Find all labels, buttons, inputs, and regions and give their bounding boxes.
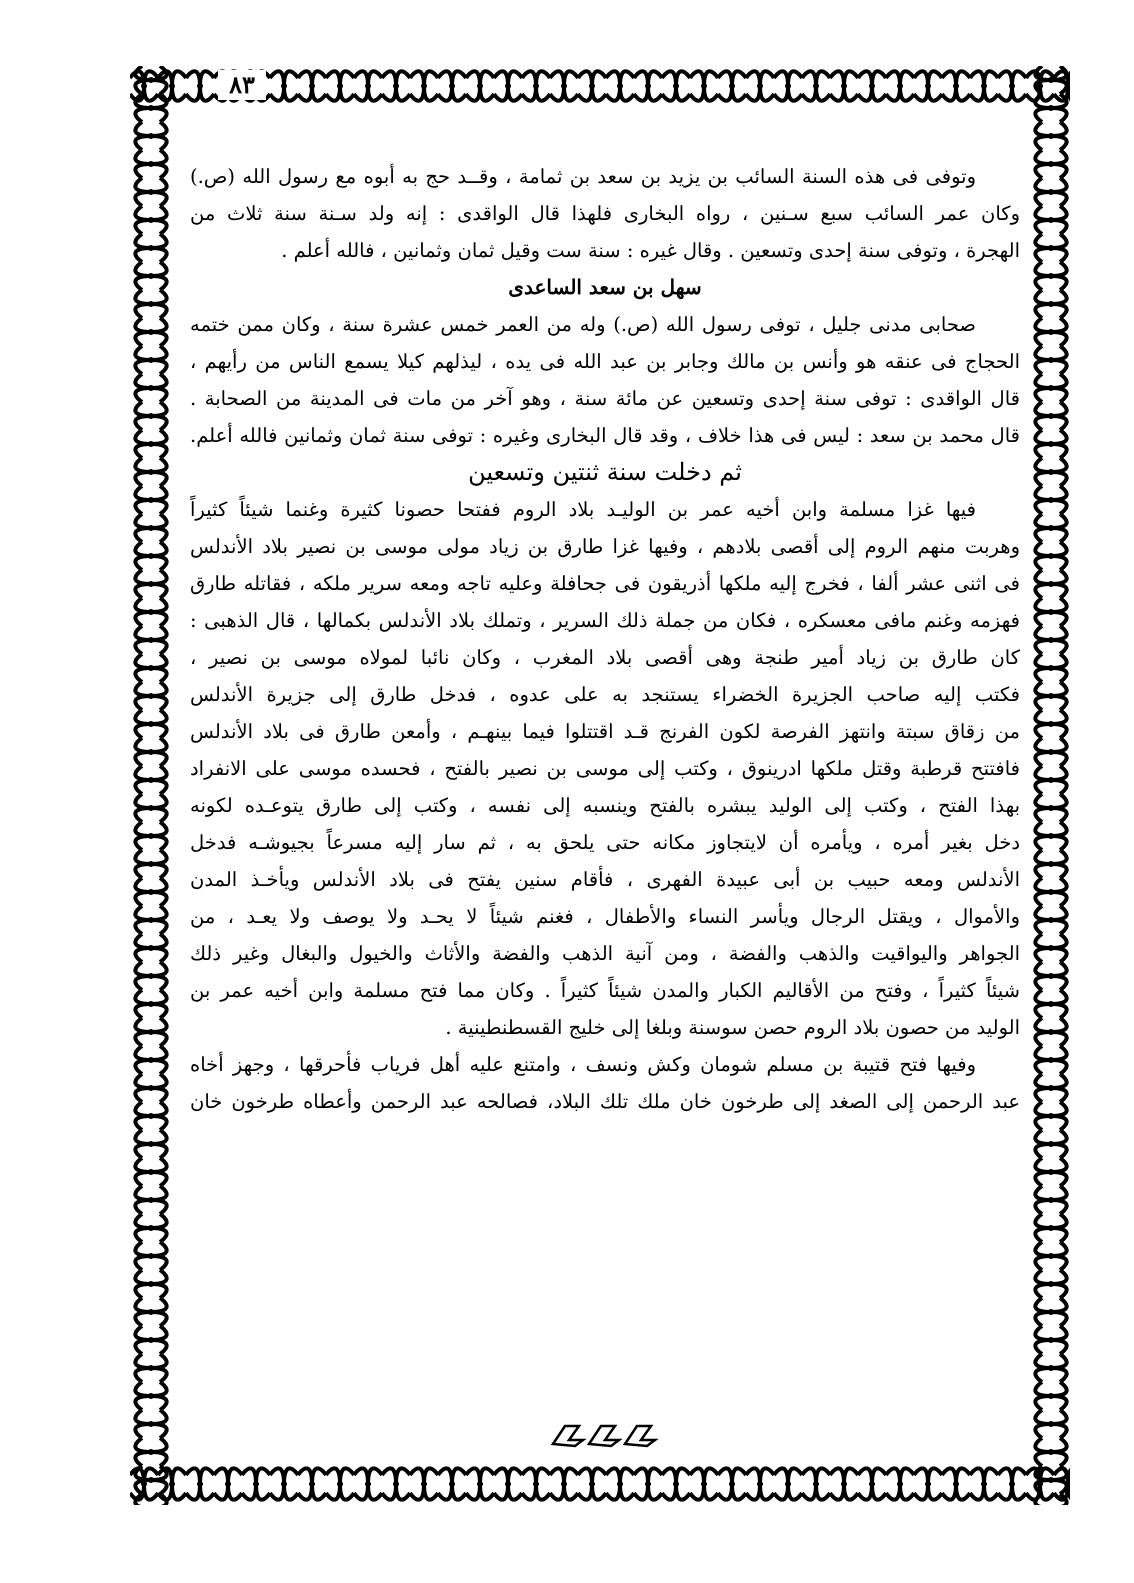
paragraph-3-line: من زقاق سبتة وانتهز الفرصة لكون الفرنج قـد اقتتلوا فيما بينهـم ، وأمعن طارق فى بلاد الأندلس bbox=[190, 720, 1020, 743]
paragraph-2-line: الحجاج فى عنقه هو وأنس بن مالك وجابر بن عبد الله فى يده ، ليذلهم كيلا يسمع الناس من رأيهم ، bbox=[190, 350, 1020, 373]
paragraph-3-line: كان طارق بن زياد أمير طنجة وهى أقصى بلاد المغرب ، وكان نائبا لمولاه موسى بن نصير ، bbox=[190, 646, 1020, 669]
paragraph-3-line: فيها غزا مسلمة وابن أخيه عمر بن الوليـد بلاد الروم ففتحا حصونا كثيرة وغنما شيئاً كثيراً bbox=[190, 498, 976, 521]
paragraph-1-line: الهجرة ، وتوفى سنة إحدى وتسعين . وقال غيره : سنة ست وقيل ثمان وثمانين ، فالله أعلم . bbox=[281, 239, 1020, 262]
paragraph-3-line: شيئاً كثيراً ، وفتح من الأقاليم الكبار والمدن شيئاً كثيراً . وكان مما فتح مسلمة وابن أخيه عمر بن bbox=[190, 979, 1020, 1002]
paragraph-3-line: فى اثنى عشر ألفا ، فخرج إليه ملكها أذريقون فى جحافلة وعليه تاجه ومعه سرير ملكه ، فقاتله طارق bbox=[190, 572, 1020, 595]
section-heading-year-92: ثم دخلت سنة ثنتين وتسعين bbox=[468, 458, 742, 486]
paragraph-2-line: قال محمد بن سعد : ليس فى هذا خلاف ، وقد قال البخارى وغيره : توفى سنة ثمان وثمانين فالله أعلم. bbox=[190, 424, 1020, 447]
paragraph-2-line: قال الواقدى : توفى سنة إحدى وتسعين عن مائة سنة ، وهو آخر من مات فى المدينة من الصحابة . bbox=[190, 387, 1020, 410]
top-ornamental-border bbox=[130, 66, 1070, 106]
paragraph-2-line: صحابى مدنى جليل ، توفى رسول الله (ص.) وله من العمر خمس عشرة سنة ، وكان ممن ختمه bbox=[190, 313, 976, 336]
paragraph-3-line: وهربت منهم الروم إلى أقصى بلادهم ، وفيها غزا طارق بن زياد مولى موسى بن نصير بلاد الأندلس bbox=[190, 535, 1020, 558]
paragraph-3-line: فهزمه وغنم مافى معسكره ، فكان من جملة ذلك السرير ، وتملك بلاد الأندلس بكمالها ، قال الذهبى : bbox=[190, 609, 1020, 632]
paragraph-1-line: وكان عمر السائب سبع سـنين ، رواه البخارى فلهذا قال الواقدى : إنه ولد سـنة سنة ثلاث من bbox=[190, 202, 1020, 225]
paragraph-3-line: الوليد من حصون بلاد الروم حصن سوسنة وبلغا إلى خليج القسطنطينية . bbox=[445, 1016, 1020, 1039]
paragraph-3-line: الجواهر واليواقيت والذهب والفضة ، ومن آنية الذهب والفضة والأثاث والخيول والبغال وغير ذلك bbox=[190, 942, 1020, 965]
page-number: ٨٣ bbox=[218, 70, 266, 100]
paragraph-4-line: عبد الرحمن إلى الصغد إلى طرخون خان ملك تلك البلاد، فصالحه عبد الرحمن وأعطاه طرخون خان bbox=[190, 1090, 1020, 1113]
paragraph-1-line: وتوفى فى هذه السنة السائب بن يزيد بن سعد بن ثمامة ، وقــد حج به أبوه مع رسول الله (ص.) bbox=[190, 165, 976, 188]
paragraph-3-line: بهذا الفتح ، وكتب إلى الوليد يبشره بالفتح وينسبه إلى نفسه ، وكتب إلى طارق يتوعـده لكونه bbox=[190, 794, 1020, 817]
main-text bbox=[190, 158, 1020, 1120]
left-ornamental-border bbox=[130, 66, 172, 1505]
section-heading-sahl: سهل بن سعد الساعدى bbox=[508, 275, 702, 299]
paragraph-3-line: فافتتح قرطبة وقتل ملكها ادرينوق ، وكتب إلى موسى بن نصير بالفتح ، فحسده موسى على الانفراد bbox=[190, 757, 1020, 780]
paragraph-3-line: فكتب إليه صاحب الجزيرة الخضراء يستنجد به على عدوه ، فدخل طارق إلى جزيرة الأندلس bbox=[190, 683, 1020, 706]
bottom-ornamental-border bbox=[130, 1463, 1070, 1505]
paragraph-3-line: والأموال ، ويقتل الرجال ويأسر النساء والأطفال ، فغنم شيئاً لا يحـد ولا يوصف ولا يعـد ، من bbox=[190, 905, 1020, 928]
paragraph-4-line: وفيها فتح قتيبة بن مسلم شومان وكش ونسف ، وامتنع عليه أهل فرياب فأحرقها ، وجهز أخاه bbox=[190, 1053, 976, 1076]
paragraph-3-line: الأندلس ومعه حبيب بن أبى عبيدة الفهرى ، فأقام سنين يفتح فى بلاد الأندلس ويأخـذ المدن bbox=[190, 868, 1020, 891]
paragraph-3-line: دخل بغير أمره ، ويأمره أن لايتجاوز مكانه حتى يلحق به ، ثم سار إليه مسرعاً بجيوشـه فدخل bbox=[190, 831, 1020, 854]
right-ornamental-border bbox=[1030, 66, 1072, 1505]
catchword-ornament bbox=[545, 1420, 665, 1450]
